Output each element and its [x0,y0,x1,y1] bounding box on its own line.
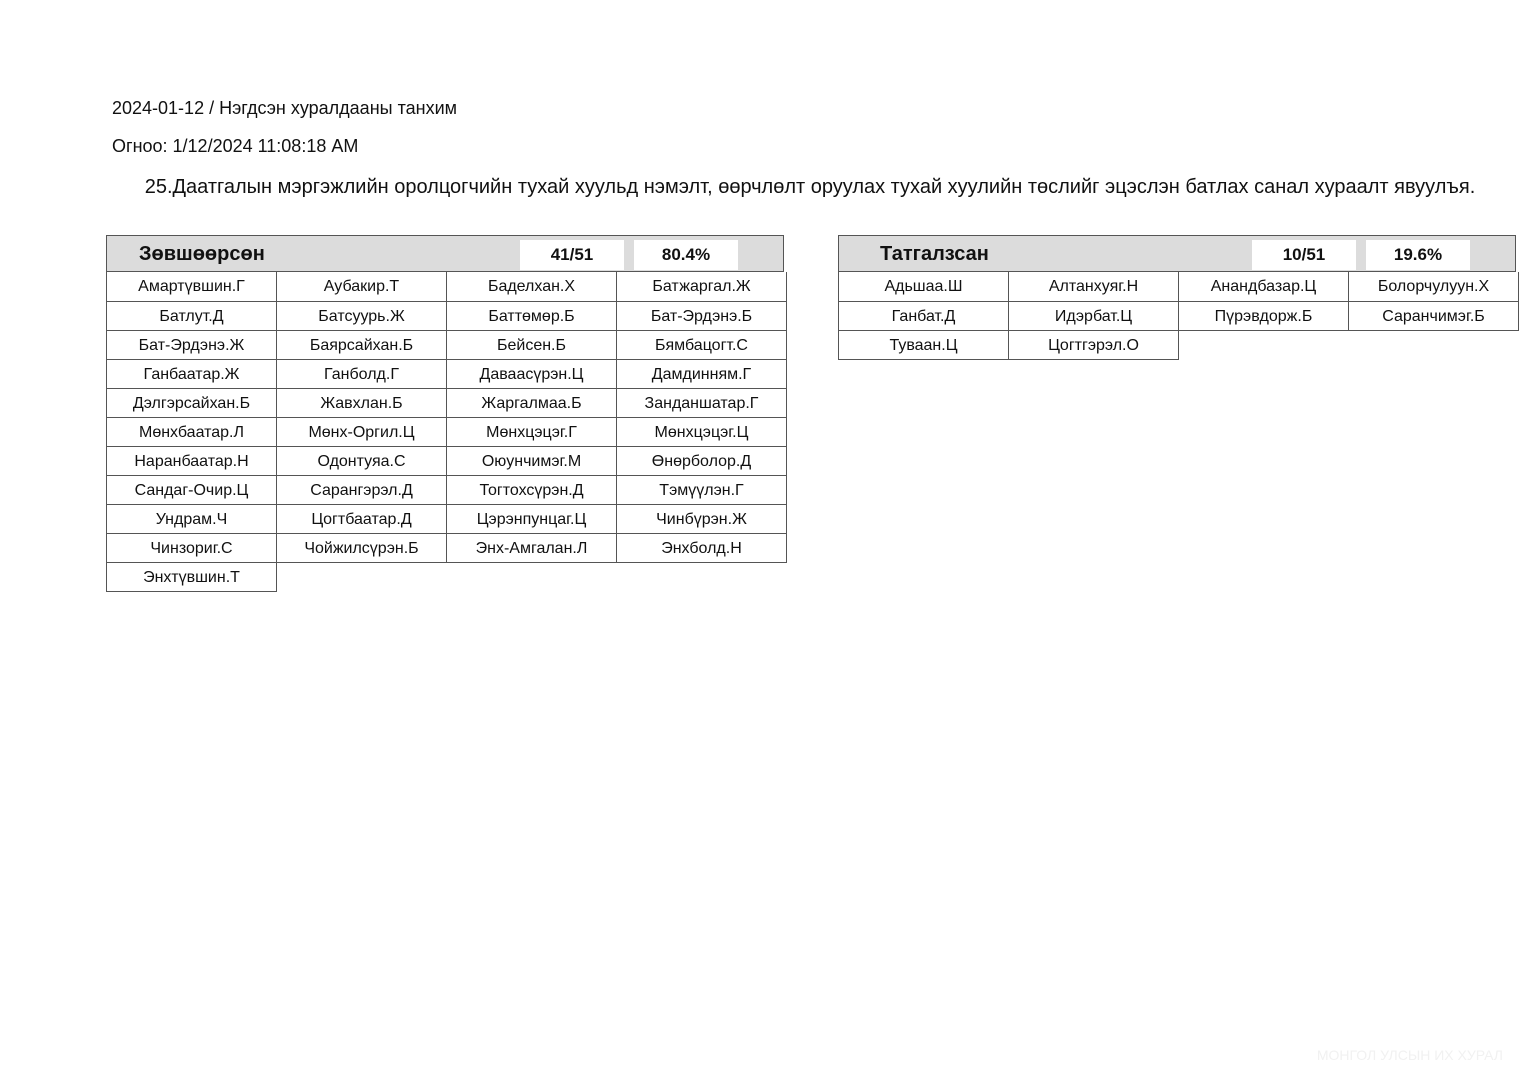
member-name-cell: Саранчимэг.Б [1348,301,1519,331]
approved-header [106,235,784,272]
approved-count: 41/51 [520,240,624,270]
member-name-cell: Оюунчимэг.М [446,446,617,476]
member-name-cell: Дэлгэрсайхан.Б [106,388,277,418]
rejected-header [838,235,1516,272]
member-name-cell: Батжаргал.Ж [616,272,787,302]
member-name-cell: Жаргалмаа.Б [446,388,617,418]
member-name-cell: Ганболд.Г [276,359,447,389]
member-name-cell: Цогтбаатар.Д [276,504,447,534]
member-name-cell: Тогтохсүрэн.Д [446,475,617,505]
member-name-cell: Чинбүрэн.Ж [616,504,787,534]
watermark-text: МОНГОЛ УЛСЫН ИХ ХУРАЛ [1316,1047,1503,1063]
rejected-names-grid [838,272,1516,360]
member-name-cell: Занданшатар.Г [616,388,787,418]
member-name-cell: Ундрам.Ч [106,504,277,534]
member-name-cell: Мөнхбаатар.Л [106,417,277,447]
member-name-cell: Бат-Эрдэнэ.Б [616,301,787,331]
approved-label: Зөвшөөрсөн [139,243,265,265]
member-name-cell: Анандбазар.Ц [1178,272,1349,302]
member-name-cell: Чинзориг.С [106,533,277,563]
member-name-cell: Сандаг-Очир.Ц [106,475,277,505]
member-name-cell: Бат-Эрдэнэ.Ж [106,330,277,360]
member-name-cell: Цогтгэрэл.О [1008,330,1179,360]
member-name-cell: Баярсайхан.Б [276,330,447,360]
member-name-cell: Адьшаа.Ш [838,272,1009,302]
member-name-cell: Тэмүүлэн.Г [616,475,787,505]
member-name-cell: Баттөмөр.Б [446,301,617,331]
member-name-cell: Мөнхцэцэг.Ц [616,417,787,447]
rejected-label: Татгалзсан [880,243,989,265]
rejected-panel [838,235,1516,360]
member-name-cell: Туваан.Ц [838,330,1009,360]
member-name-cell: Энхболд.Н [616,533,787,563]
member-name-cell: Аубакир.Т [276,272,447,302]
member-name-cell: Батлут.Д [106,301,277,331]
date-line: Огноо: 1/12/2024 11:08:18 AM [112,136,359,156]
member-name-cell: Даваасүрэн.Ц [446,359,617,389]
member-name-cell: Батсуурь.Ж [276,301,447,331]
member-name-cell: Мөнх-Оргил.Ц [276,417,447,447]
member-name-cell: Идэрбат.Ц [1008,301,1179,331]
approved-panel [106,235,784,592]
member-name-cell: Одонтуяа.С [276,446,447,476]
member-name-cell: Наранбаатар.Н [106,446,277,476]
member-name-cell: Ганбаатар.Ж [106,359,277,389]
member-name-cell: Алтанхуяг.Н [1008,272,1179,302]
member-name-cell: Баделхан.Х [446,272,617,302]
rejected-percent: 19.6% [1366,240,1470,270]
member-name-cell: Өнөрболор.Д [616,446,787,476]
approved-percent: 80.4% [634,240,738,270]
member-name-cell: Амартүвшин.Г [106,272,277,302]
member-name-cell: Сарангэрэл.Д [276,475,447,505]
member-name-cell: Бейсен.Б [446,330,617,360]
member-name-cell: Ганбат.Д [838,301,1009,331]
rejected-count: 10/51 [1252,240,1356,270]
approved-names-grid [106,272,784,592]
member-name-cell: Бямбацогт.С [616,330,787,360]
member-name-cell: Энх-Амгалан.Л [446,533,617,563]
member-name-cell: Пүрэвдорж.Б [1178,301,1349,331]
member-name-cell: Дамдинням.Г [616,359,787,389]
member-name-cell: Цэрэнпунцаг.Ц [446,504,617,534]
member-name-cell: Чойжилсүрэн.Б [276,533,447,563]
member-name-cell: Мөнхцэцэг.Г [446,417,617,447]
session-heading: 2024-01-12 / Нэгдсэн хуралдааны танхим [112,98,457,118]
member-name-cell: Энхтүвшин.Т [106,562,277,592]
member-name-cell: Болорчулуун.Х [1348,272,1519,302]
vote-title: 25.Даатгалын мэргэжлийн оролцогчийн тухай хуульд нэмэлт, өөрчлөлт оруулах тухай хуулийн төслийг эцэслэн батлах санал хураалт явуулъя. [144,176,1476,198]
member-name-cell: Жавхлан.Б [276,388,447,418]
